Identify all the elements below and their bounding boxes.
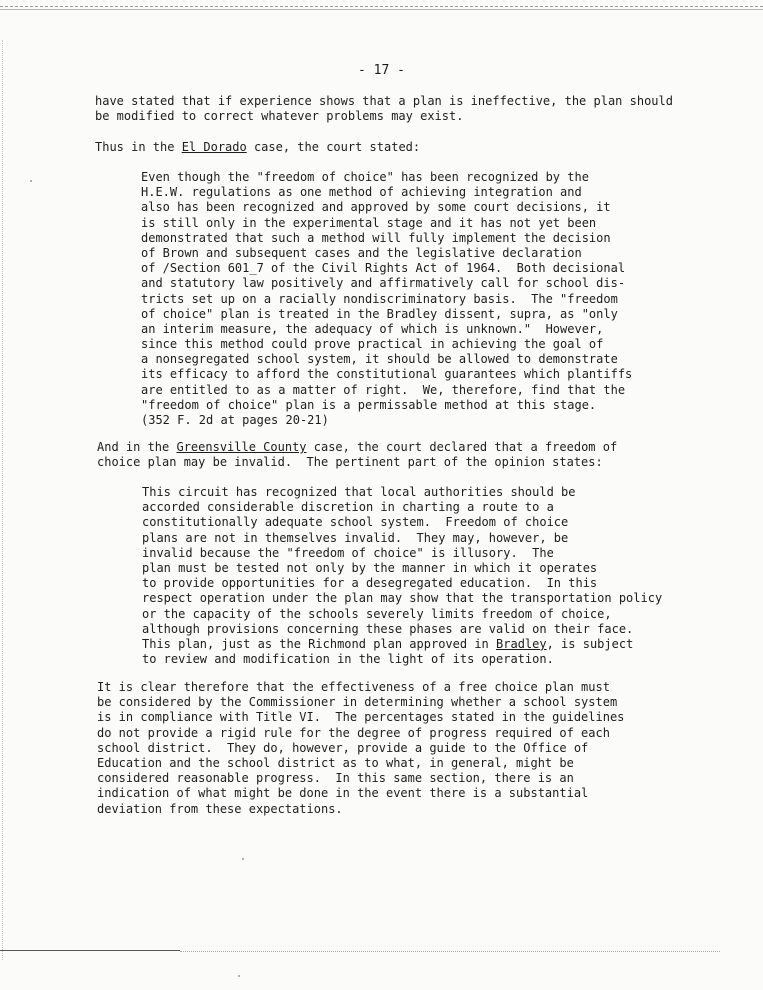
case-name-bradley: Bradley xyxy=(496,636,547,651)
scan-speck xyxy=(30,180,32,182)
page-number: - 17 - xyxy=(358,63,405,78)
text-line: be considered by the Commissioner in determining whether a school system xyxy=(97,695,618,710)
text-line: is in compliance with Title VI. The percentages stated in the guidelines xyxy=(97,710,625,725)
quote-line: "freedom of choice" plan is a permissable method at this stage. xyxy=(141,397,597,412)
quote-line: plans are not in themselves invalid. They may, however, be xyxy=(142,530,569,545)
text-line: considered reasonable progress. In this same section, there is an xyxy=(97,771,574,786)
quote-line: Even though the "freedom of choice" has been recognized by the xyxy=(141,170,589,184)
quote-line: of choice" plan is treated in the Bradley dissent, supra, as "only xyxy=(141,306,618,321)
text-line xyxy=(97,440,617,455)
text-line: Education and the school district as to what, in general, might be xyxy=(97,755,574,770)
top-page-edge xyxy=(0,0,763,7)
text-line: be modified to correct whatever problems may exist. xyxy=(95,109,464,124)
paragraph-greensville-lead xyxy=(97,440,617,470)
quote-line: to review and modification in the light of its operation. xyxy=(142,652,554,667)
text-line: deviation from these expectations. xyxy=(97,801,343,816)
quote-line: its efficacy to afford the constitutional guarantees which plantiffs xyxy=(141,367,633,382)
quote-line: of Brown and subsequent cases and the legislative declaration xyxy=(141,245,582,260)
left-page-edge xyxy=(2,40,4,960)
quote-line: an interim measure, the adequacy of which is unknown." However, xyxy=(141,321,604,336)
lead-text-end: case, the court declared that a freedom of xyxy=(306,440,618,454)
quote-line: although provisions concerning these phases are valid on their face. xyxy=(142,621,634,636)
quote-line: This circuit has recognized that local authorities should be xyxy=(142,485,576,499)
text-line: do not provide a rigid rule for the degree of progress required of each xyxy=(97,725,610,740)
quote-text: This plan, just as the Richmond plan approved in xyxy=(142,636,497,651)
block-quote-el-dorado xyxy=(141,170,632,428)
paragraph-el-dorado-lead xyxy=(95,140,420,155)
quote-line: or the capacity of the schools severely limits freedom of choice, xyxy=(142,606,612,621)
quote-line: plan must be tested not only by the manner in which it operates xyxy=(142,560,598,575)
quote-line: tricts set up on a racially nondiscriminatory basis. The "freedom xyxy=(141,291,618,306)
paragraph-intro xyxy=(95,94,673,124)
text-line: have stated that if experience shows that a plan is ineffective, the plan should xyxy=(95,94,673,108)
quote-line: invalid because the "freedom of choice" is illusory. The xyxy=(142,545,554,560)
text-line: school district. They do, however, provide a guide to the Office of xyxy=(97,740,589,755)
lead-text: And in the xyxy=(97,440,177,454)
quote-line xyxy=(142,637,662,652)
text-line: choice plan may be invalid. The pertinent part of the opinion states: xyxy=(97,455,603,470)
scan-speck xyxy=(242,858,244,860)
paragraph-conclusion xyxy=(97,680,624,817)
quote-citation: (352 F. 2d at pages 20-21) xyxy=(141,413,329,427)
text-line xyxy=(95,140,420,155)
quote-text-end: , is subject xyxy=(546,636,634,651)
quote-line: is still only in the experimental stage and it has not yet been xyxy=(141,215,597,230)
quote-line: respect operation under the plan may show that the transportation policy xyxy=(142,591,663,606)
quote-line: are entitled to as a matter of right. We, therefore, find that the xyxy=(141,382,626,397)
block-quote-greensville xyxy=(142,485,662,667)
quote-line: since this method could prove practical in achieving the goal of xyxy=(141,337,604,352)
quote-line: a nonsegregated school system, it should be allowed to demonstrate xyxy=(141,352,618,367)
quote-line: constitutionally adequate school system. Freedom of choice xyxy=(142,515,569,530)
text-line: indication of what might be done in the event there is a substantial xyxy=(97,786,589,801)
bottom-rule xyxy=(0,950,180,951)
case-name-greensville-county: Greensville County xyxy=(176,440,307,454)
lead-text: Thus in the xyxy=(95,140,182,154)
quote-line: demonstrated that such a method will fully implement the decision xyxy=(141,230,611,245)
quote-line: of /Section 601_7 of the Civil Rights Act of 1964. Both decisional xyxy=(141,261,626,276)
text-line: It is clear therefore that the effectiveness of a free choice plan must xyxy=(97,680,610,694)
bottom-rule-dotted xyxy=(180,951,720,952)
lead-text-end: case, the court stated: xyxy=(246,140,421,154)
quote-line: and statutory law positively and affirmatively call for school dis- xyxy=(141,276,626,291)
case-name-el-dorado: El Dorado xyxy=(181,140,247,154)
scan-speck xyxy=(238,975,240,977)
quote-line: H.E.W. regulations as one method of achieving integration and xyxy=(141,185,582,200)
quote-line: accorded considerable discretion in charting a route to a xyxy=(142,500,554,515)
quote-line: also has been recognized and approved by some court decisions, it xyxy=(141,200,611,215)
quote-line: to provide opportunities for a desegregated education. In this xyxy=(142,576,598,591)
